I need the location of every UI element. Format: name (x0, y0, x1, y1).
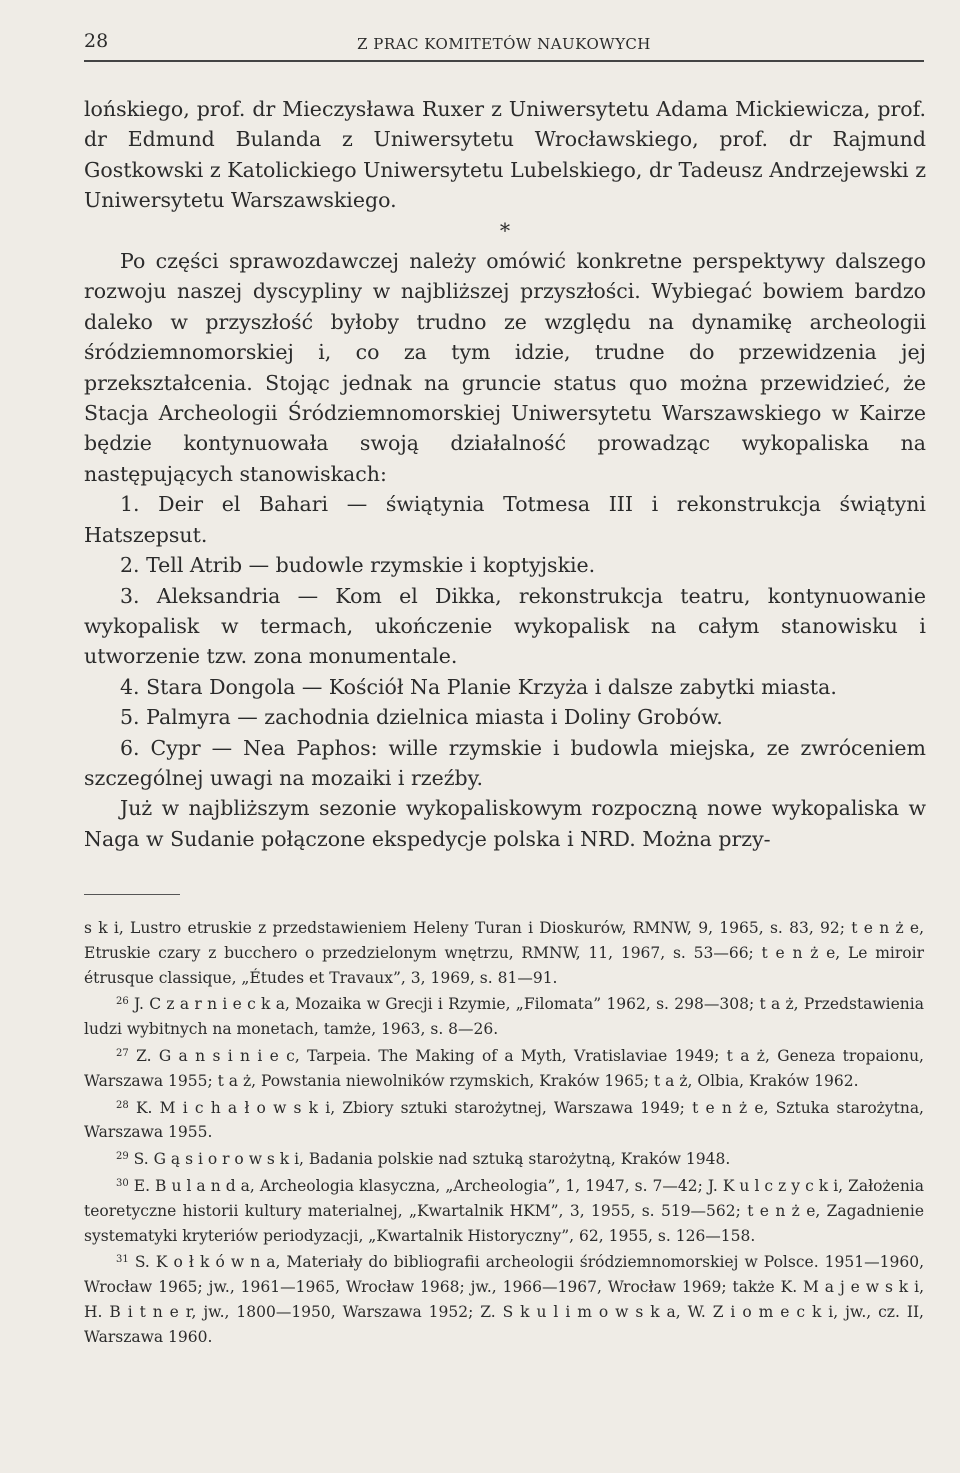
footnote (84, 1145, 924, 1172)
footnotes (84, 916, 924, 1350)
footnote-number: 28 (116, 1099, 129, 1111)
footnote (84, 1172, 924, 1248)
list-item: 4. Stara Dongola — Kościół Na Planie Krzyża i dalsze zabytki miasta. (120, 674, 837, 699)
list-item: 3. Aleksandria — Kom el Dikka, rekonstrukcja teatru, kontynuowanie wykopalisk w termach, ukończenie wykopalisk na całym stanowisku i utworzenie tzw. zona monumentale. (84, 583, 926, 669)
footnote-text: Z. G a n s i n i e c, Tarpeia. The Making of a Myth, Vratislaviae 1949; t a ż, Geneza tropaionu, Warszawa 1955; t a ż, Powstania niewolników rzymskich, Kraków 1965; t a ż, Olbia, Kraków 1962. (84, 1046, 924, 1090)
paragraph: Już w najbliższym sezonie wykopaliskowym rozpoczną nowe wykopaliska w Naga w Sudanie połączone ekspedycje polska i NRD. Można przy- (84, 796, 926, 851)
footnote (84, 916, 924, 990)
footnote-number: 30 (116, 1177, 129, 1189)
list-item: 1. Deir el Bahari — świątynia Totmesa III i rekonstrukcja świątyni Hatszepsut. (84, 492, 926, 547)
list-item: 6. Cypr — Nea Paphos: wille rzymskie i budowla miejska, ze zwróceniem szczególnej uwagi na mozaiki i rzeźby. (84, 735, 926, 790)
footnote-divider (84, 894, 180, 895)
paragraph: Po części sprawozdawczej należy omówić konkretne perspektywy dalszego rozwoju naszej dyscypliny w najbliższej przyszłości. Wybiegać bowiem bardzo daleko w przyszłość byłoby trudno ze względu na dynamikę archeologii śródziemnomorskiej i, co za tym idzie, trudne do przewidzenia jej przekształcenia. Stojąc jednak na gruncie status quo można przewidzieć, że Stacja Archeologii Śródziemnomorskiej Uniwersytetu Warszawskiego w Kairze będzie kontynuowała swoją działalność prowadząc wykopaliska na następujących stanowiskach: (84, 249, 926, 486)
running-title: Z PRAC KOMITETÓW NAUKOWYCH (357, 35, 651, 53)
footnote (84, 1042, 924, 1094)
list-item: 2. Tell Atrib — budowle rzymskie i koptyjskie. (120, 553, 596, 578)
footnote (84, 990, 924, 1042)
footnote-number: 26 (116, 996, 129, 1008)
footnote-text: E. B u l a n d a, Archeologia klasyczna, „Archeologia”, 1, 1947, s. 7—42; J. K u l c z y c k i, Założenia teoretyczne historii kultury materialnej, „Kwartalnik HKM”, 3, 1955, s. 519—562; t e n ż e, Zagadnienie systematyki kryteriów periodyzacji, „Kwartalnik Historyczny”, 62, 1955, s. 126—158. (84, 1176, 924, 1245)
footnote-number: 27 (116, 1047, 129, 1059)
footnote (84, 1248, 924, 1349)
section-separator: * (499, 218, 511, 243)
list-item: 5. Palmyra — zachodnia dzielnica miasta i Doliny Grobów. (120, 705, 723, 730)
footnote-number: 29 (116, 1151, 129, 1163)
page-number: 28 (84, 30, 109, 52)
footnote-text: K. M i c h a ł o w s k i, Zbiory sztuki starożytnej, Warszawa 1949; t e n ż e, Sztuka starożytna, Warszawa 1955. (84, 1098, 924, 1142)
footnote-text: J. C z a r n i e c k a, Mozaika w Grecji i Rzymie, „Filomata” 1962, s. 298—308; t a ż, Przedstawienia ludzi wybitnych na monetach, tamże, 1963, s. 8—26. (84, 995, 924, 1039)
footnote-number: 31 (116, 1254, 129, 1266)
footnote-text: S. G ą s i o r o w s k i, Badania polskie nad sztuką starożytną, Kraków 1948. (133, 1150, 731, 1169)
footnote (84, 1094, 924, 1146)
footnote-text: S. K o ł k ó w n a, Materiały do bibliografii archeologii śródziemnomorskiej w Polsce. 1951—1960, Wrocław 1965; jw., 1961—1965, Wrocław 1968; jw., 1966—1967, Wrocław 1969; także K. M a j e w s k i, H. B i t n e r, jw., 1800—1950, Warszawa 1952; Z. S k u l i m o w s k a, W. Z i o m e c k i, jw., cz. II, Warszawa 1960. (84, 1253, 924, 1346)
paragraph: lońskiego, prof. dr Mieczysława Ruxer z Uniwersytetu Adama Mickiewicza, prof. dr Edmund Bulanda z Uniwersytetu Wrocławskiego, prof. dr Rajmund Gostkowski z Katolickiego Uniwersytetu Lubelskiego, dr Tadeusz Andrzejewski z Uniwersytetu Warszawskiego. (84, 97, 926, 213)
page-header (84, 30, 924, 62)
body-text (84, 94, 926, 854)
footnote-text: s k i, Lustro etruskie z przedstawieniem Heleny Turan i Dioskurów, RMNW, 9, 1965, s. 83, 92; t e n ż e, Etruskie czary z bucchero o przedzielonym wnętrzu, RMNW, 11, 1967, s. 53—66; t e n ż e, Le miroir étrusque classique, „Études et Travaux”, 3, 1969, s. 81—91. (84, 919, 924, 987)
